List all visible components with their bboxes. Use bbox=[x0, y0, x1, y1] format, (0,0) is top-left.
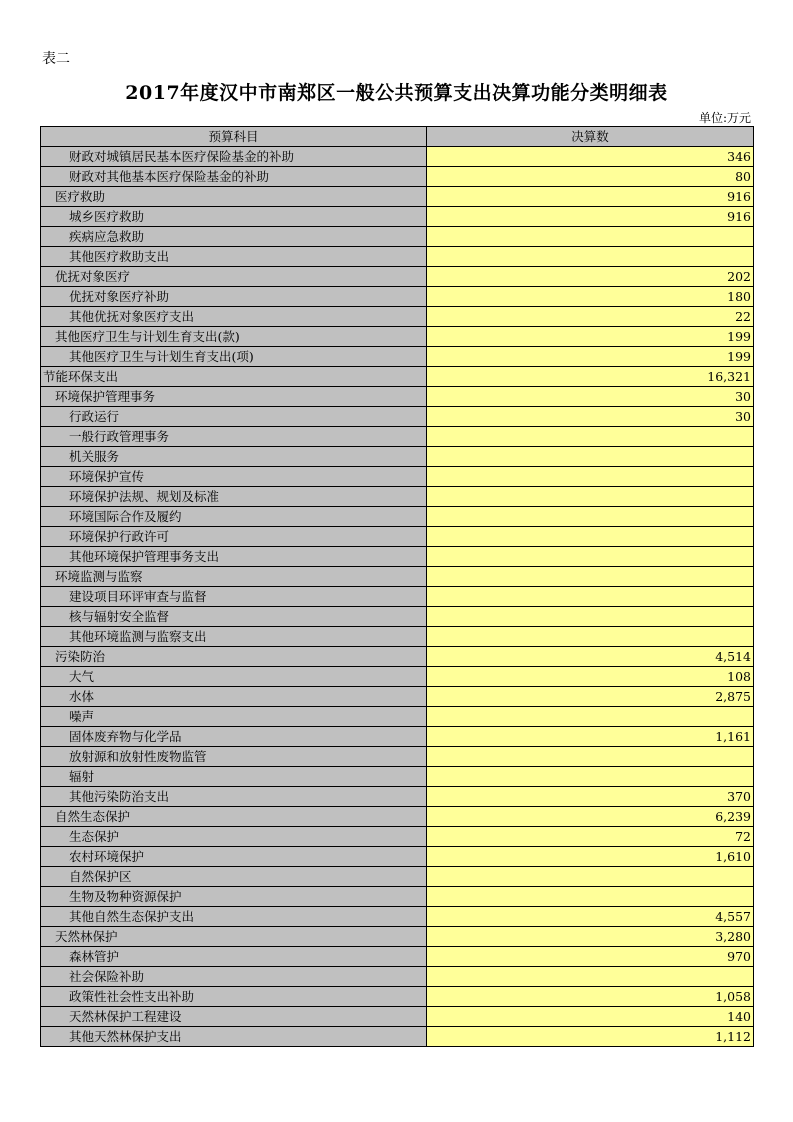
amount-cell: 4,557 bbox=[427, 907, 754, 927]
subject-cell: 大气 bbox=[41, 667, 427, 687]
table-row bbox=[41, 667, 754, 687]
table-row bbox=[41, 427, 754, 447]
subject-cell: 森林管护 bbox=[41, 947, 427, 967]
table-row bbox=[41, 387, 754, 407]
column-header-amount: 决算数 bbox=[427, 127, 754, 147]
table-row bbox=[41, 787, 754, 807]
table-row bbox=[41, 827, 754, 847]
amount-cell: 1,161 bbox=[427, 727, 754, 747]
table-row bbox=[41, 347, 754, 367]
amount-cell bbox=[427, 627, 754, 647]
subject-cell: 其他医疗卫生与计划生育支出(款) bbox=[41, 327, 427, 347]
amount-cell: 916 bbox=[427, 207, 754, 227]
amount-cell bbox=[427, 247, 754, 267]
amount-cell bbox=[427, 967, 754, 987]
subject-cell: 一般行政管理事务 bbox=[41, 427, 427, 447]
subject-cell: 财政对城镇居民基本医疗保险基金的补助 bbox=[41, 147, 427, 167]
table-row bbox=[41, 687, 754, 707]
amount-cell: 180 bbox=[427, 287, 754, 307]
table-row bbox=[41, 507, 754, 527]
table-row bbox=[41, 147, 754, 167]
table-row bbox=[41, 247, 754, 267]
subject-cell: 噪声 bbox=[41, 707, 427, 727]
subject-cell: 环境保护法规、规划及标准 bbox=[41, 487, 427, 507]
amount-cell: 202 bbox=[427, 267, 754, 287]
subject-cell: 城乡医疗救助 bbox=[41, 207, 427, 227]
table-row bbox=[41, 327, 754, 347]
table-row bbox=[41, 927, 754, 947]
unit-label: 单位:万元 bbox=[698, 111, 751, 125]
subject-cell: 其他环境保护管理事务支出 bbox=[41, 547, 427, 567]
amount-cell: 1,058 bbox=[427, 987, 754, 1007]
amount-cell bbox=[427, 507, 754, 527]
table-body bbox=[41, 147, 754, 1047]
subject-cell: 其他医疗卫生与计划生育支出(项) bbox=[41, 347, 427, 367]
table-row bbox=[41, 1007, 754, 1027]
subject-cell: 机关服务 bbox=[41, 447, 427, 467]
amount-cell bbox=[427, 587, 754, 607]
subject-cell: 优抚对象医疗 bbox=[41, 267, 427, 287]
amount-cell bbox=[427, 467, 754, 487]
table-row bbox=[41, 627, 754, 647]
subject-cell: 环境保护宣传 bbox=[41, 467, 427, 487]
amount-cell: 916 bbox=[427, 187, 754, 207]
subject-cell: 政策性社会性支出补助 bbox=[41, 987, 427, 1007]
amount-cell: 3,280 bbox=[427, 927, 754, 947]
amount-cell bbox=[427, 607, 754, 627]
table-row bbox=[41, 407, 754, 427]
table-row bbox=[41, 307, 754, 327]
table-row bbox=[41, 287, 754, 307]
subject-cell: 其他医疗救助支出 bbox=[41, 247, 427, 267]
subject-cell: 社会保险补助 bbox=[41, 967, 427, 987]
amount-cell: 4,514 bbox=[427, 647, 754, 667]
amount-cell: 199 bbox=[427, 327, 754, 347]
amount-cell: 80 bbox=[427, 167, 754, 187]
subject-cell: 环境保护管理事务 bbox=[41, 387, 427, 407]
table-row bbox=[41, 547, 754, 567]
page-title: 2017年度汉中市南郑区一般公共预算支出决算功能分类明细表 bbox=[125, 82, 668, 104]
subject-cell: 固体废弃物与化学品 bbox=[41, 727, 427, 747]
subject-cell: 核与辐射安全监督 bbox=[41, 607, 427, 627]
subject-cell: 农村环境保护 bbox=[41, 847, 427, 867]
subject-cell: 自然保护区 bbox=[41, 867, 427, 887]
table-row bbox=[41, 267, 754, 287]
amount-cell: 108 bbox=[427, 667, 754, 687]
amount-cell bbox=[427, 887, 754, 907]
amount-cell: 16,321 bbox=[427, 367, 754, 387]
amount-cell: 1,112 bbox=[427, 1027, 754, 1047]
subject-cell: 行政运行 bbox=[41, 407, 427, 427]
subject-cell: 天然林保护工程建设 bbox=[41, 1007, 427, 1027]
subject-cell: 其他环境监测与监察支出 bbox=[41, 627, 427, 647]
table-row bbox=[41, 227, 754, 247]
amount-cell bbox=[427, 447, 754, 467]
subject-cell: 生态保护 bbox=[41, 827, 427, 847]
subject-cell: 节能环保支出 bbox=[41, 367, 427, 387]
table-row bbox=[41, 767, 754, 787]
amount-cell: 370 bbox=[427, 787, 754, 807]
amount-cell: 140 bbox=[427, 1007, 754, 1027]
table-row bbox=[41, 887, 754, 907]
subject-cell: 其他优抚对象医疗支出 bbox=[41, 307, 427, 327]
subject-cell: 其他自然生态保护支出 bbox=[41, 907, 427, 927]
table-row bbox=[41, 847, 754, 867]
subject-cell: 环境监测与监察 bbox=[41, 567, 427, 587]
amount-cell: 199 bbox=[427, 347, 754, 367]
table-row bbox=[41, 527, 754, 547]
subject-cell: 其他天然林保护支出 bbox=[41, 1027, 427, 1047]
subject-cell: 放射源和放射性废物监管 bbox=[41, 747, 427, 767]
table-label: 表二 bbox=[42, 51, 70, 67]
budget-table bbox=[40, 126, 754, 1047]
table-row bbox=[41, 167, 754, 187]
table-row bbox=[41, 587, 754, 607]
table-header-row bbox=[41, 127, 754, 147]
amount-cell: 1,610 bbox=[427, 847, 754, 867]
table-row bbox=[41, 467, 754, 487]
subject-cell: 疾病应急救助 bbox=[41, 227, 427, 247]
subject-cell: 建设项目环评审查与监督 bbox=[41, 587, 427, 607]
amount-cell: 6,239 bbox=[427, 807, 754, 827]
amount-cell bbox=[427, 547, 754, 567]
amount-cell: 346 bbox=[427, 147, 754, 167]
subject-cell: 天然林保护 bbox=[41, 927, 427, 947]
amount-cell: 22 bbox=[427, 307, 754, 327]
table-row bbox=[41, 1027, 754, 1047]
amount-cell bbox=[427, 427, 754, 447]
amount-cell: 2,875 bbox=[427, 687, 754, 707]
subject-cell: 辐射 bbox=[41, 767, 427, 787]
subject-cell: 水体 bbox=[41, 687, 427, 707]
subject-cell: 污染防治 bbox=[41, 647, 427, 667]
amount-cell: 30 bbox=[427, 387, 754, 407]
amount-cell bbox=[427, 227, 754, 247]
subject-cell: 其他污染防治支出 bbox=[41, 787, 427, 807]
subject-cell: 环境国际合作及履约 bbox=[41, 507, 427, 527]
amount-cell bbox=[427, 567, 754, 587]
table-row bbox=[41, 447, 754, 467]
subject-cell: 财政对其他基本医疗保险基金的补助 bbox=[41, 167, 427, 187]
column-header-subject: 预算科目 bbox=[41, 127, 427, 147]
table-row bbox=[41, 707, 754, 727]
subject-cell: 生物及物种资源保护 bbox=[41, 887, 427, 907]
amount-cell bbox=[427, 487, 754, 507]
table-row bbox=[41, 967, 754, 987]
amount-cell bbox=[427, 527, 754, 547]
table-row bbox=[41, 647, 754, 667]
subject-cell: 环境保护行政许可 bbox=[41, 527, 427, 547]
table-row bbox=[41, 727, 754, 747]
subject-cell: 自然生态保护 bbox=[41, 807, 427, 827]
table-row bbox=[41, 907, 754, 927]
amount-cell bbox=[427, 747, 754, 767]
table-row bbox=[41, 747, 754, 767]
table-row bbox=[41, 867, 754, 887]
amount-cell bbox=[427, 767, 754, 787]
amount-cell: 30 bbox=[427, 407, 754, 427]
table-row bbox=[41, 207, 754, 227]
amount-cell bbox=[427, 707, 754, 727]
subject-cell: 医疗救助 bbox=[41, 187, 427, 207]
table-row bbox=[41, 807, 754, 827]
table-row bbox=[41, 947, 754, 967]
table-row bbox=[41, 607, 754, 627]
table-row bbox=[41, 487, 754, 507]
amount-cell bbox=[427, 867, 754, 887]
table-row bbox=[41, 567, 754, 587]
table-row bbox=[41, 987, 754, 1007]
amount-cell: 72 bbox=[427, 827, 754, 847]
table-row bbox=[41, 367, 754, 387]
subject-cell: 优抚对象医疗补助 bbox=[41, 287, 427, 307]
amount-cell: 970 bbox=[427, 947, 754, 967]
table-row bbox=[41, 187, 754, 207]
